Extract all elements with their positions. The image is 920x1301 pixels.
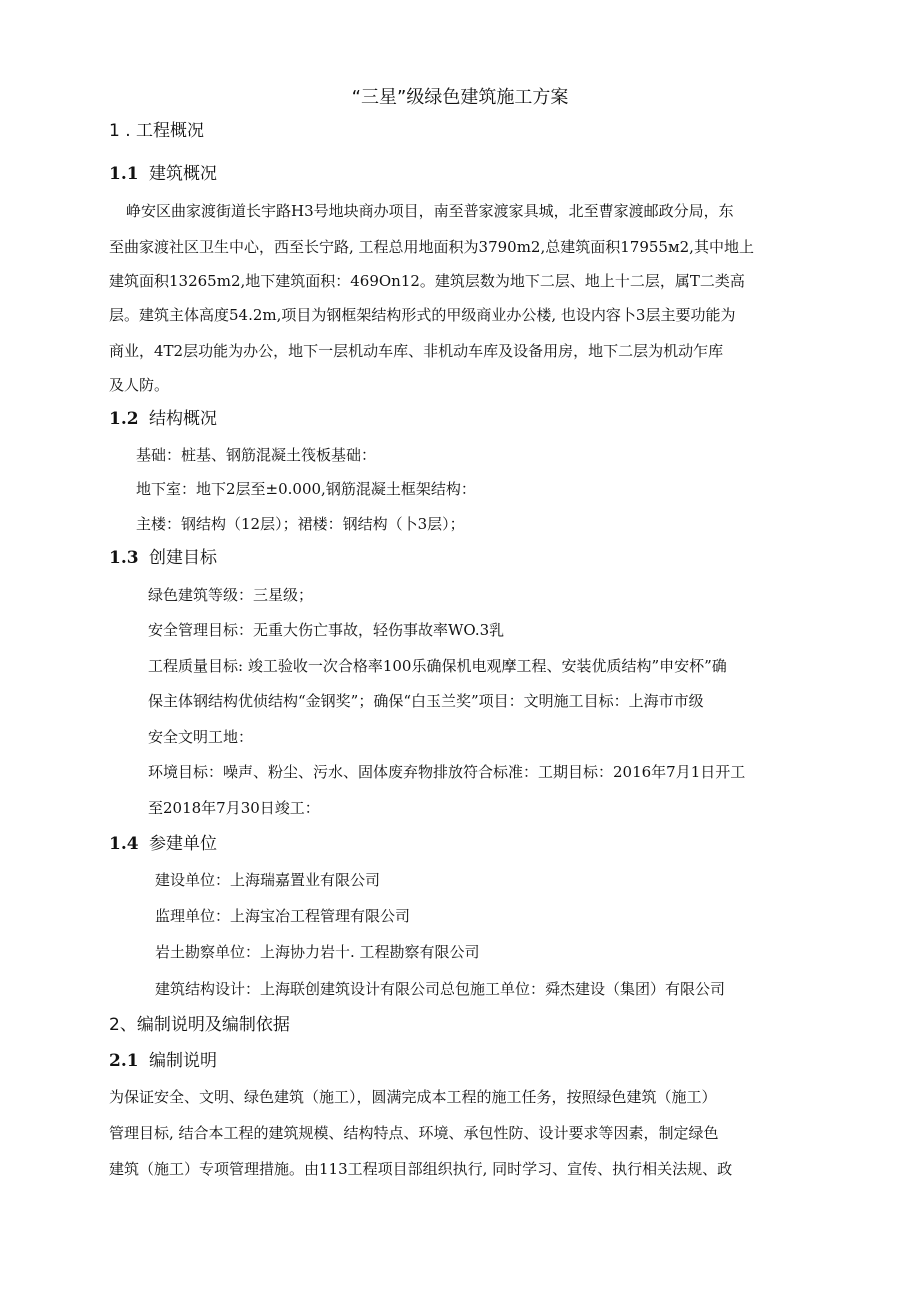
paragraph-line: 建设单位：上海瑞嘉置业有限公司 (155, 871, 381, 889)
paragraph-line: 层。建筑主体高度54.2m,项目为钢框架结构形式的甲级商业办公楼, 也设内容卜3层主要功能为 (109, 306, 736, 324)
section-1-heading: 1 . 工程概况 (109, 121, 205, 141)
section-title: 结构概况 (149, 409, 217, 429)
paragraph-line: 绿色建筑等级：三星级； (148, 586, 314, 604)
paragraph-line: 安全管理目标：无重大伤亡事故，轻伤事故率WO.3乳 (148, 621, 505, 639)
paragraph-line: 岩土勘察单位：上海协力岩十. 工程勘察有限公司 (155, 943, 480, 961)
paragraph-line: 为保证安全、文明、绿色建筑（施工），圆满完成本工程的施工任务，按照绿色建筑（施工） (109, 1088, 717, 1106)
document-title: “三星”级绿色建筑施工方案 (351, 87, 569, 108)
paragraph-line: 建筑结构设计：上海联创建筑设计有限公司总包施工单位：舜杰建设（集团）有限公司 (155, 980, 726, 998)
paragraph-line: 至2018年7月30日竣工： (148, 799, 320, 817)
paragraph-line: 工程质量目标: 竣工验收一次合格率100乐确保机电观摩工程、安装优质结构”申安杯”确 (148, 657, 727, 675)
section-title: 参建单位 (149, 834, 217, 854)
paragraph-line: 基础：桩基、钢筋混凝土筏板基础： (136, 446, 377, 464)
paragraph-line: 主楼：钢结构（12层）；裙楼：钢结构（卜3层）； (136, 515, 465, 533)
section-2-heading: 2、编制说明及编制依据 (109, 1015, 290, 1035)
section-number: 2.1 (109, 1051, 139, 1071)
section-number: 1.1 (109, 164, 139, 184)
paragraph-line: 保主体钢结构优侦结构“金钢奖”；确保“白玉兰奖”项目：文明施工目标：上海市市级 (148, 692, 704, 710)
paragraph-line: 安全文明工地： (148, 728, 254, 746)
section-number: 1.2 (109, 409, 139, 429)
section-title: 编制说明 (149, 1051, 217, 1071)
section-number: 1.4 (109, 834, 139, 854)
paragraph-line: 环境目标：噪声、粉尘、污水、固体废弃物排放符合标准：工期目标：2016年7月1日开工 (148, 763, 746, 781)
paragraph-line: 峥安区曲家渡街道长宇路H3号地块商办项目，南至普家渡家具城，北至曹家渡邮政分局，东 (126, 202, 734, 220)
section-title: 创建目标 (149, 548, 217, 568)
paragraph-line: 至曲家渡社区卫生中心，西至长宁路, 工程总用地面积为3790m2,总建筑面积17955м2,其中地上 (109, 238, 754, 256)
section-1-3-heading (109, 550, 217, 567)
paragraph-line: 监理单位：上海宝冶工程管理有限公司 (155, 907, 411, 925)
paragraph-line: 商业，4T2层功能为办公，地下一层机动车库、非机动车库及设备用房，地下二层为机动乍库 (109, 342, 724, 360)
paragraph-line: 建筑（施工）专项管理措施。由113工程项目部组织执行, 同时学习、宣传、执行相关法规、政 (109, 1160, 733, 1178)
section-1-4-heading (109, 836, 217, 853)
section-number: 1.3 (109, 548, 139, 568)
paragraph-line: 地下室：地下2层至±0.000,钢筋混凝土框架结构： (136, 480, 476, 498)
section-1-2-heading (109, 411, 217, 428)
section-title: 建筑概况 (149, 164, 217, 184)
section-1-1-heading (109, 166, 217, 183)
section-2-1-heading (109, 1053, 217, 1070)
paragraph-line: 及人防。 (109, 376, 170, 394)
paragraph-line: 管理目标, 结合本工程的建筑规模、结构特点、环境、承包性防、设计要求等因素，制定绿色 (109, 1124, 719, 1142)
paragraph-line: 建筑面积13265m2,地下建筑面积：469On12。建筑层数为地下二层、地上十二层，属T二类高 (109, 272, 745, 290)
